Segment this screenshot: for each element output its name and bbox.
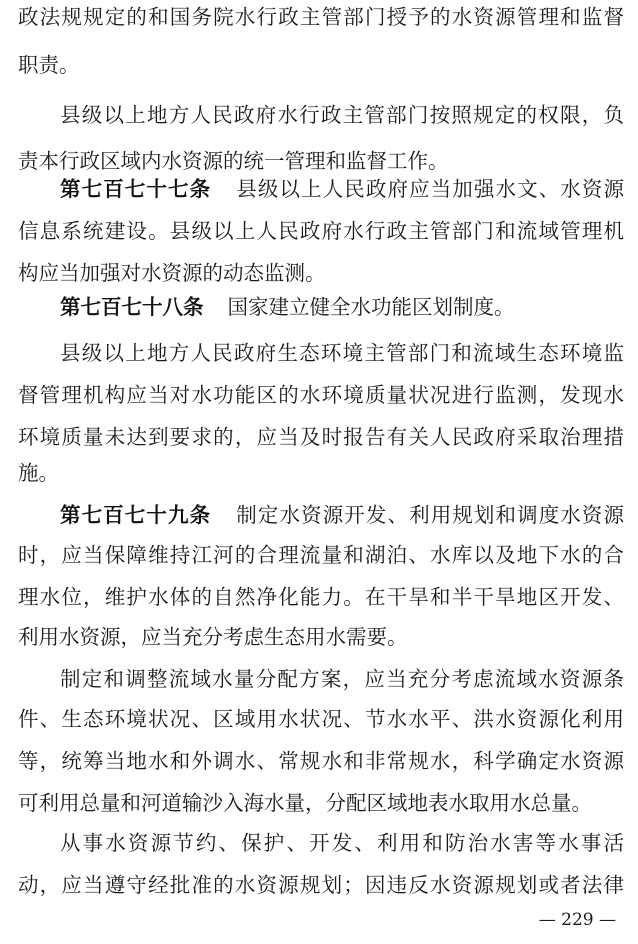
article-779-line <box>60 500 624 530</box>
article-777-line <box>60 174 624 204</box>
text-line: 施。 <box>18 461 59 485</box>
text-line: 理水位，维护水体的自然净化能力。在干旱和半干旱地区开发、 <box>18 585 624 609</box>
text-line: 可利用总量和河道输沙入海水量，分配区域地表水取用水总量。 <box>18 791 592 815</box>
text-line: 利用水资源，应当充分考虑生态用水需要。 <box>18 625 408 649</box>
article-778-line <box>60 292 624 322</box>
text-line: 县级以上地方人民政府生态环境主管部门和流域生态环境监 <box>60 341 624 365</box>
text-line: 动，应当遵守经批准的水资源规划；因违反水资源规划或者法律 <box>18 873 624 897</box>
text-line: 制定和调整流域水量分配方案，应当充分考虑流域水资源条 <box>60 667 624 691</box>
text-line: 职责。 <box>18 53 80 77</box>
text-line: 政法规规定的和国务院水行政主管部门授予的水资源管理和监督 <box>18 5 624 29</box>
text-line: 从事水资源节约、保护、开发、利用和防治水害等水事活 <box>60 831 624 855</box>
text-line: 环境质量未达到要求的，应当及时报告有关人民政府采取治理措 <box>18 425 624 449</box>
text-line: 制定水资源开发、利用规划和调度水资源 <box>235 503 625 527</box>
text-line: 时，应当保障维持江河的合理流量和湖泊、水库以及地下水的合 <box>18 543 624 567</box>
article-heading-778: 第七百七十八条 <box>60 295 204 319</box>
text-line: 县级以上人民政府应当加强水文、水资源 <box>235 177 625 201</box>
text-line: 国家建立健全水功能区划制度。 <box>227 295 515 319</box>
text-line: 构应当加强对水资源的动态监测。 <box>18 261 326 285</box>
text-line: 督管理机构应当对水功能区的水环境质量状况进行监测，发现水 <box>18 383 624 407</box>
text-line: 县级以上地方人民政府水行政主管部门按照规定的权限，负 <box>60 103 624 127</box>
article-heading-777: 第七百七十七条 <box>60 177 212 201</box>
text-line: 件、生态环境状况、区域用水状况、节水水平、洪水资源化利用 <box>18 707 624 731</box>
text-line: 等，统筹当地水和外调水、常规水和非常规水，科学确定水资源 <box>18 749 624 773</box>
page-number: — 229 — <box>538 910 616 930</box>
text-line: 信息系统建设。县级以上人民政府水行政主管部门和流域管理机 <box>18 219 624 243</box>
article-heading-779: 第七百七十九条 <box>60 503 212 527</box>
text-line: 责本行政区域内水资源的统一管理和监督工作。 <box>18 149 449 173</box>
